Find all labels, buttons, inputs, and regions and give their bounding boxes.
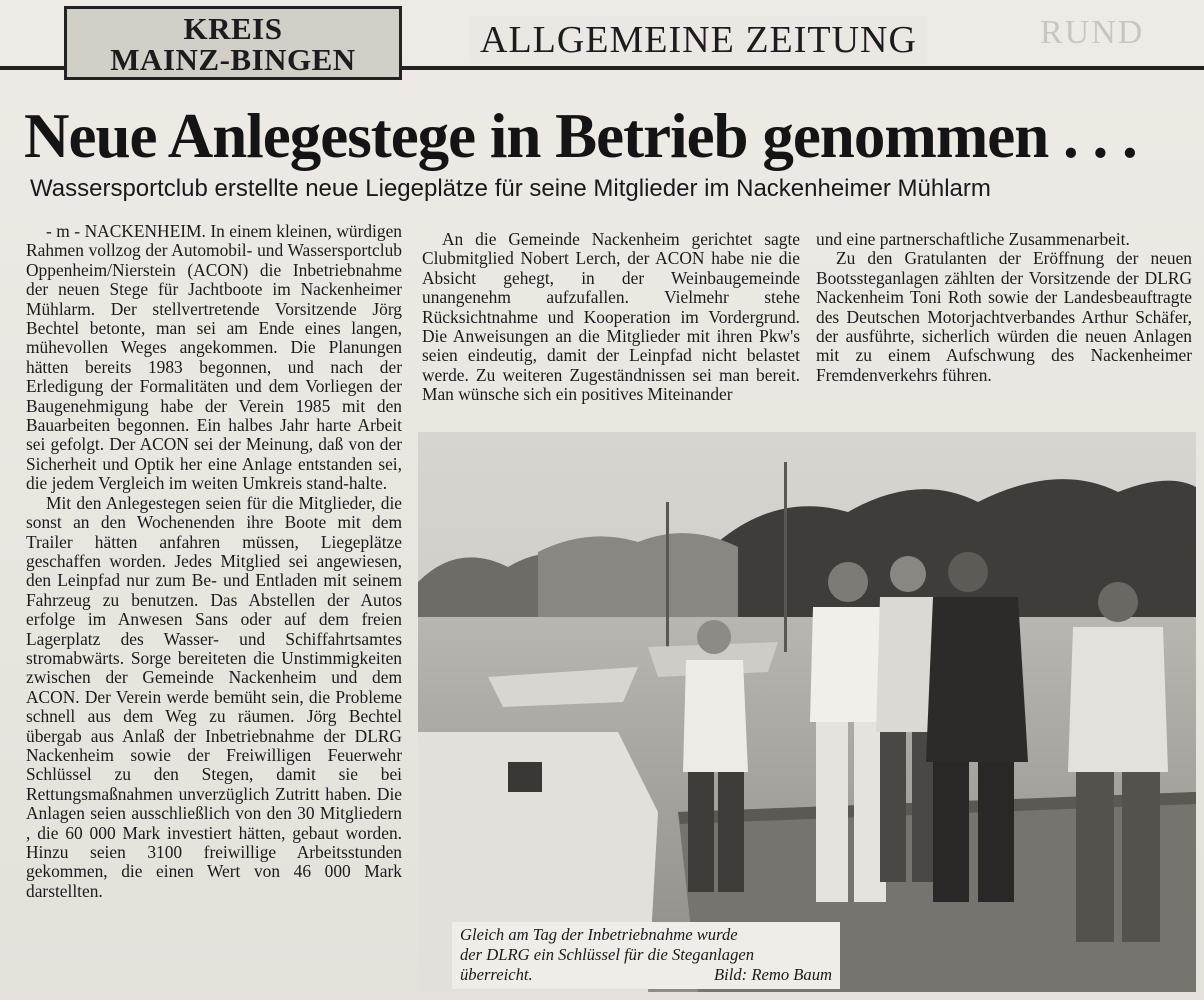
- person: [890, 556, 926, 592]
- paragraph: und eine partnerschaftliche Zusammenarbeit.: [816, 229, 1130, 249]
- photo-scene: [418, 432, 1196, 992]
- person: [948, 552, 988, 592]
- mast: [784, 462, 787, 652]
- paragraph: Mit den Anlegestegen seien für die Mitglieder, die sonst an den Wochenenden ihre Boote mit dem Trailer hätten anfahren müssen, Liegeplätze geschaffen worden. Jedes Mitglied sei angewiesen, den Leinpfad nur zum Be- und Entladen mit seinem Fahrzeug zu benutzen. Das Abstellen der Autos erfolge im Anwesen Sans oder auf dem freien Lagerplatz des Wasser- und Schiffahrtsamtes stromabwärts. Sorge bereiteten die Unstimmigkeiten zwischen der Gemeinde Nackenheim und dem ACON. Der Verein werde bemüht sein, die Probleme schnell aus dem Weg zu räumen. Jörg Bechtel übergab aus Anlaß der Inbetriebnahme der DLRG Nackenheim sowie der Freiwilligen Feuerwehr Schlüssel zu den Stegen, damit sie bei Rettungsmaßnahmen unverzüglich Zutritt haben. Die Anlagen seien ausschließlich von den 30 Mitgliedern , die 60 000 Mark investiert hätten, gebaut worden. Hinzu seien 3100 freiwillige Arbeitsstunden gekommen, die einen Wert von 46 000 Mark darstellten.: [26, 492, 402, 901]
- engine-badge: [508, 762, 542, 792]
- article-column-2: [422, 230, 800, 405]
- newspaper-name: ALLGEMEINE ZEITUNG: [470, 16, 927, 64]
- trees-middle: [538, 533, 738, 627]
- mast: [666, 502, 669, 652]
- article-column-3: [816, 230, 1192, 385]
- person: [1098, 582, 1138, 622]
- article-subheadline: Wassersportclub erstellte neue Liegeplätze für seine Mitglieder im Nackenheimer Mühlarm: [30, 175, 991, 202]
- section-label-box: [64, 6, 402, 80]
- person: [697, 620, 731, 654]
- photo-credit: Bild: Remo Baum: [714, 965, 832, 984]
- caption-line: Gleich am Tag der Inbetriebnahme wurde: [460, 925, 738, 944]
- article-headline: Neue Anlegestege in Betrieb genommen . . .: [24, 101, 1137, 171]
- caption-line: der DLRG ein Schlüssel für die Steganlagen: [460, 945, 755, 964]
- bleed-through-text: RUND: [1040, 14, 1145, 51]
- paragraph: Zu den Gratulanten der Eröffnung der neuen Bootssteganlagen zählten der Vorsitzende der DLRG Nackenheim Toni Roth sowie der Landesbeauftragte des Deutschen Motorjachtverbandes Arthur Schäfer, der ausführte, sicherlich würden die neuen Anlagen mit zu einem Aufschwung des Nackenheimer Fremdenverkehrs führen.: [816, 248, 1192, 385]
- paragraph: An die Gemeinde Nackenheim gerichtet sagte Clubmitglied Nobert Lerch, der ACON habe nie die Absicht gehegt, in der Weinbaugemeinde unangenehm aufzufallen. Vielmehr stehe Rücksichtnahme und Kooperation im Vordergrund. Die Anweisungen an die Mitglieder mit ihren Pkw's seien eindeutig, damit der Leinpfad nicht belastet werde. Zu weiteren Zugeständnissen sei man bereit. Man wünsche sich ein positives Miteinander: [422, 229, 800, 405]
- article-photo: [418, 432, 1196, 992]
- photo-caption: [452, 922, 840, 989]
- section-label-line2: MAINZ-BINGEN: [110, 42, 356, 77]
- section-label-line1: KREIS: [183, 11, 283, 46]
- paragraph: - m - NACKENHEIM. In einem kleinen, würdigen Rahmen vollzog der Automobil- und Wassersportclub Oppenheim/Nierstein (ACON) die Inbetriebnahme der neuen Stege für Jachtboote im Nackenheimer Mühlarm. Der stellvertretende Vorsitzende Jörg Bechtel betonte, man sei am Ende eines langen, mühevollen Weges angekommen. Die Planungen hätten bereits 1983 begonnen, und nach der Erledigung der Formalitäten und dem Vorliegen der Baugenehmigung habe der Verein 1985 mit den Bauarbeiten begonnen. Ein halbes Jahr harte Arbeit sei gefolgt. Der ACON sei der Meinung, daß von der Sicherheit und Optik her eine Anlage entstanden sei, die jedem Vergleich im weiten Umkreis stand-halte.: [26, 221, 402, 494]
- person: [828, 562, 868, 602]
- article-column-1: [26, 222, 402, 901]
- caption-line: überreicht.: [460, 965, 533, 984]
